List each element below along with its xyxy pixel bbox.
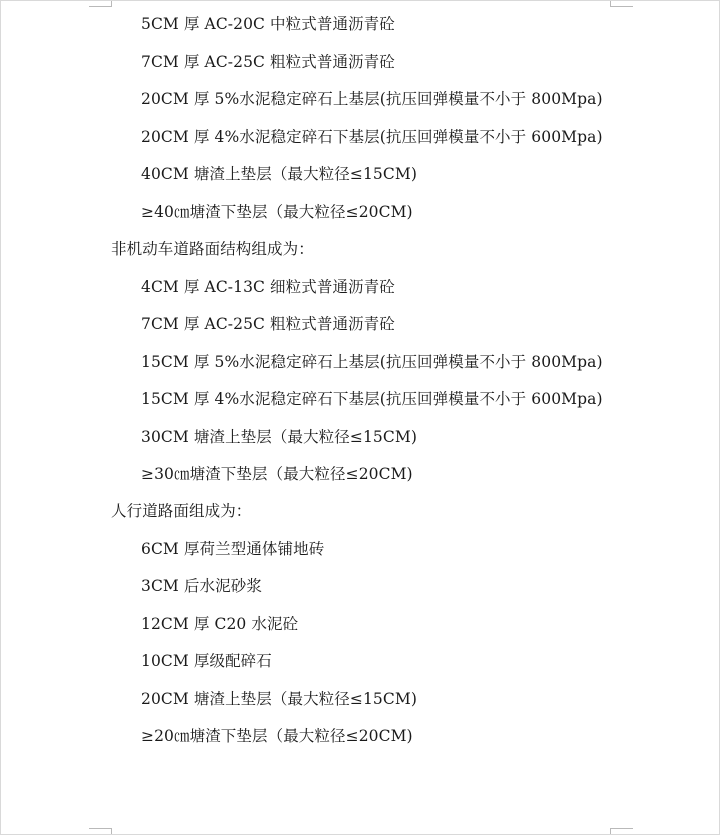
sidewalk-layer-5: 20CM 塘渣上垫层（最大粒径≤15CM) bbox=[141, 690, 417, 708]
sidewalk-heading: 人行道路面组成为： bbox=[111, 502, 252, 520]
nonmotor-heading: 非机动车道路面结构组成为： bbox=[111, 240, 314, 258]
nonmotor-layer-3: 15CM 厚 5%水泥稳定碎石上基层(抗压回弹模量不小于 800Mpa) bbox=[141, 353, 603, 371]
nonmotor-layer-1: 4CM 厚 AC-13C 细粒式普通沥青砼 bbox=[141, 278, 395, 296]
motorway-layer-4: 20CM 厚 4%水泥稳定碎石下基层(抗压回弹模量不小于 600Mpa) bbox=[141, 128, 603, 146]
sidewalk-layer-3: 12CM 厚 C20 水泥砼 bbox=[141, 615, 299, 633]
sidewalk-layer-1: 6CM 厚荷兰型通体铺地砖 bbox=[141, 540, 325, 558]
nonmotor-layer-4: 15CM 厚 4%水泥稳定碎石下基层(抗压回弹模量不小于 600Mpa) bbox=[141, 390, 603, 408]
motorway-layer-3: 20CM 厚 5%水泥稳定碎石上基层(抗压回弹模量不小于 800Mpa) bbox=[141, 90, 603, 108]
motorway-layer-1: 5CM 厚 AC-20C 中粒式普通沥青砼 bbox=[141, 15, 395, 33]
nonmotor-layer-2: 7CM 厚 AC-25C 粗粒式普通沥青砼 bbox=[141, 315, 395, 333]
nonmotor-layer-6: ≥30㎝塘渣下垫层（最大粒径≤20CM) bbox=[141, 465, 413, 483]
sidewalk-layer-6: ≥20㎝塘渣下垫层（最大粒径≤20CM) bbox=[141, 727, 413, 745]
sidewalk-layer-4: 10CM 厚级配碎石 bbox=[141, 652, 272, 670]
crop-mark-bottom-right bbox=[610, 828, 633, 834]
crop-mark-top-left bbox=[89, 1, 112, 7]
crop-mark-bottom-left bbox=[89, 828, 112, 834]
nonmotor-layer-5: 30CM 塘渣上垫层（最大粒径≤15CM) bbox=[141, 428, 417, 446]
sidewalk-layer-2: 3CM 后水泥砂浆 bbox=[141, 577, 262, 595]
motorway-layer-5: 40CM 塘渣上垫层（最大粒径≤15CM) bbox=[141, 165, 417, 183]
motorway-layer-2: 7CM 厚 AC-25C 粗粒式普通沥青砼 bbox=[141, 53, 395, 71]
crop-mark-top-right bbox=[610, 1, 633, 7]
motorway-layer-6: ≥40㎝塘渣下垫层（最大粒径≤20CM) bbox=[141, 203, 413, 221]
